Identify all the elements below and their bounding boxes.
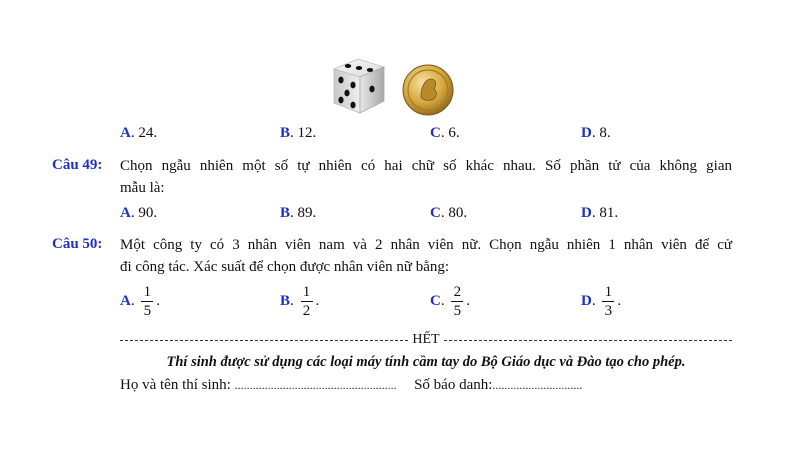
question-50-line-1: Một công ty có 3 nhân viên nam và 2 nhân viên nữ. Chọn ngẫu nhiên 1 nhân viên để cử (120, 237, 732, 253)
option-value: 81 (599, 205, 615, 221)
candidate-id-field[interactable]: .............................. (492, 378, 583, 392)
option-value: 90 (138, 205, 154, 221)
question-49-line-2: mẫu là: (120, 180, 165, 196)
q48-option-d: D. 8. (581, 125, 611, 141)
q50-option-a: A. $\frac{1}{5}$ . (120, 284, 161, 319)
option-letter: A (120, 292, 131, 309)
option-letter: A (120, 205, 131, 221)
question-49-label: Câu 49: (52, 157, 103, 173)
question-50-line-2: đi công tác. Xác suất để chọn được nhân viên nữ bằng: (120, 259, 450, 275)
option-value: 80 (448, 205, 464, 221)
candidate-name-label: Họ và tên thí sinh: (120, 377, 231, 393)
end-mark: HẾT (412, 332, 440, 347)
q50-option-c: C. $\frac{2}{5}$ . (430, 284, 471, 319)
fraction-denominator: 3 (604, 303, 613, 319)
option-letter: C (430, 205, 441, 221)
q49-option-d: D. 81. (581, 205, 619, 221)
coin-icon (401, 63, 455, 117)
question-50-text (120, 234, 732, 278)
fraction-numerator: 1 (143, 284, 152, 300)
q48-option-a: A. 24. (120, 125, 158, 141)
q50-option-b: B. $\frac{1}{2}$ . (280, 284, 320, 319)
option-letter: A (120, 125, 131, 141)
option-value: 89 (297, 205, 313, 221)
option-letter: D (581, 292, 592, 309)
option-letter: B (280, 205, 291, 221)
fraction (141, 284, 153, 319)
q49-option-a: A. 90. (120, 205, 158, 221)
q50-option-d: D. $\frac{1}{3}$ . (581, 284, 622, 319)
option-letter: B (280, 292, 291, 309)
dice-icon (328, 55, 388, 117)
q48-option-b: B. 12. (280, 125, 317, 141)
fraction-denominator: 5 (143, 303, 152, 319)
question-50-label: Câu 50: (52, 236, 103, 252)
option-value: 6 (448, 125, 456, 141)
option-value: 12 (297, 125, 313, 141)
candidate-id-label: Số báo danh: (414, 377, 493, 393)
end-divider (120, 331, 732, 349)
option-letter: D (581, 125, 592, 141)
fraction (451, 284, 463, 319)
option-value: 24 (138, 125, 154, 141)
question-49-text (120, 155, 732, 199)
option-letter: B (280, 125, 291, 141)
fraction-denominator: 2 (302, 303, 311, 319)
fraction-numerator: 1 (302, 284, 311, 300)
candidate-info (120, 377, 582, 394)
fraction-denominator: 5 (453, 303, 462, 319)
option-letter: C (430, 125, 441, 141)
fraction-numerator: 2 (453, 284, 462, 300)
calculator-note: Thí sinh được sử dụng các loại máy tính cầm tay do Bộ Giáo dục và Đào tạo cho phép. (166, 354, 686, 370)
question-49-line-1: Chọn ngẫu nhiên một số tự nhiên có hai chữ số khác nhau. Số phần tử của không gian (120, 158, 732, 174)
q48-option-c: C. 6. (430, 125, 460, 141)
fraction-numerator: 1 (604, 284, 613, 300)
option-value: 8 (599, 125, 607, 141)
q49-option-c: C. 80. (430, 205, 468, 221)
q49-option-b: B. 89. (280, 205, 317, 221)
option-letter: C (430, 292, 441, 309)
candidate-name-field[interactable]: ...................................................... (234, 378, 397, 392)
option-letter: D (581, 205, 592, 221)
fraction (301, 284, 313, 319)
fraction (602, 284, 614, 319)
